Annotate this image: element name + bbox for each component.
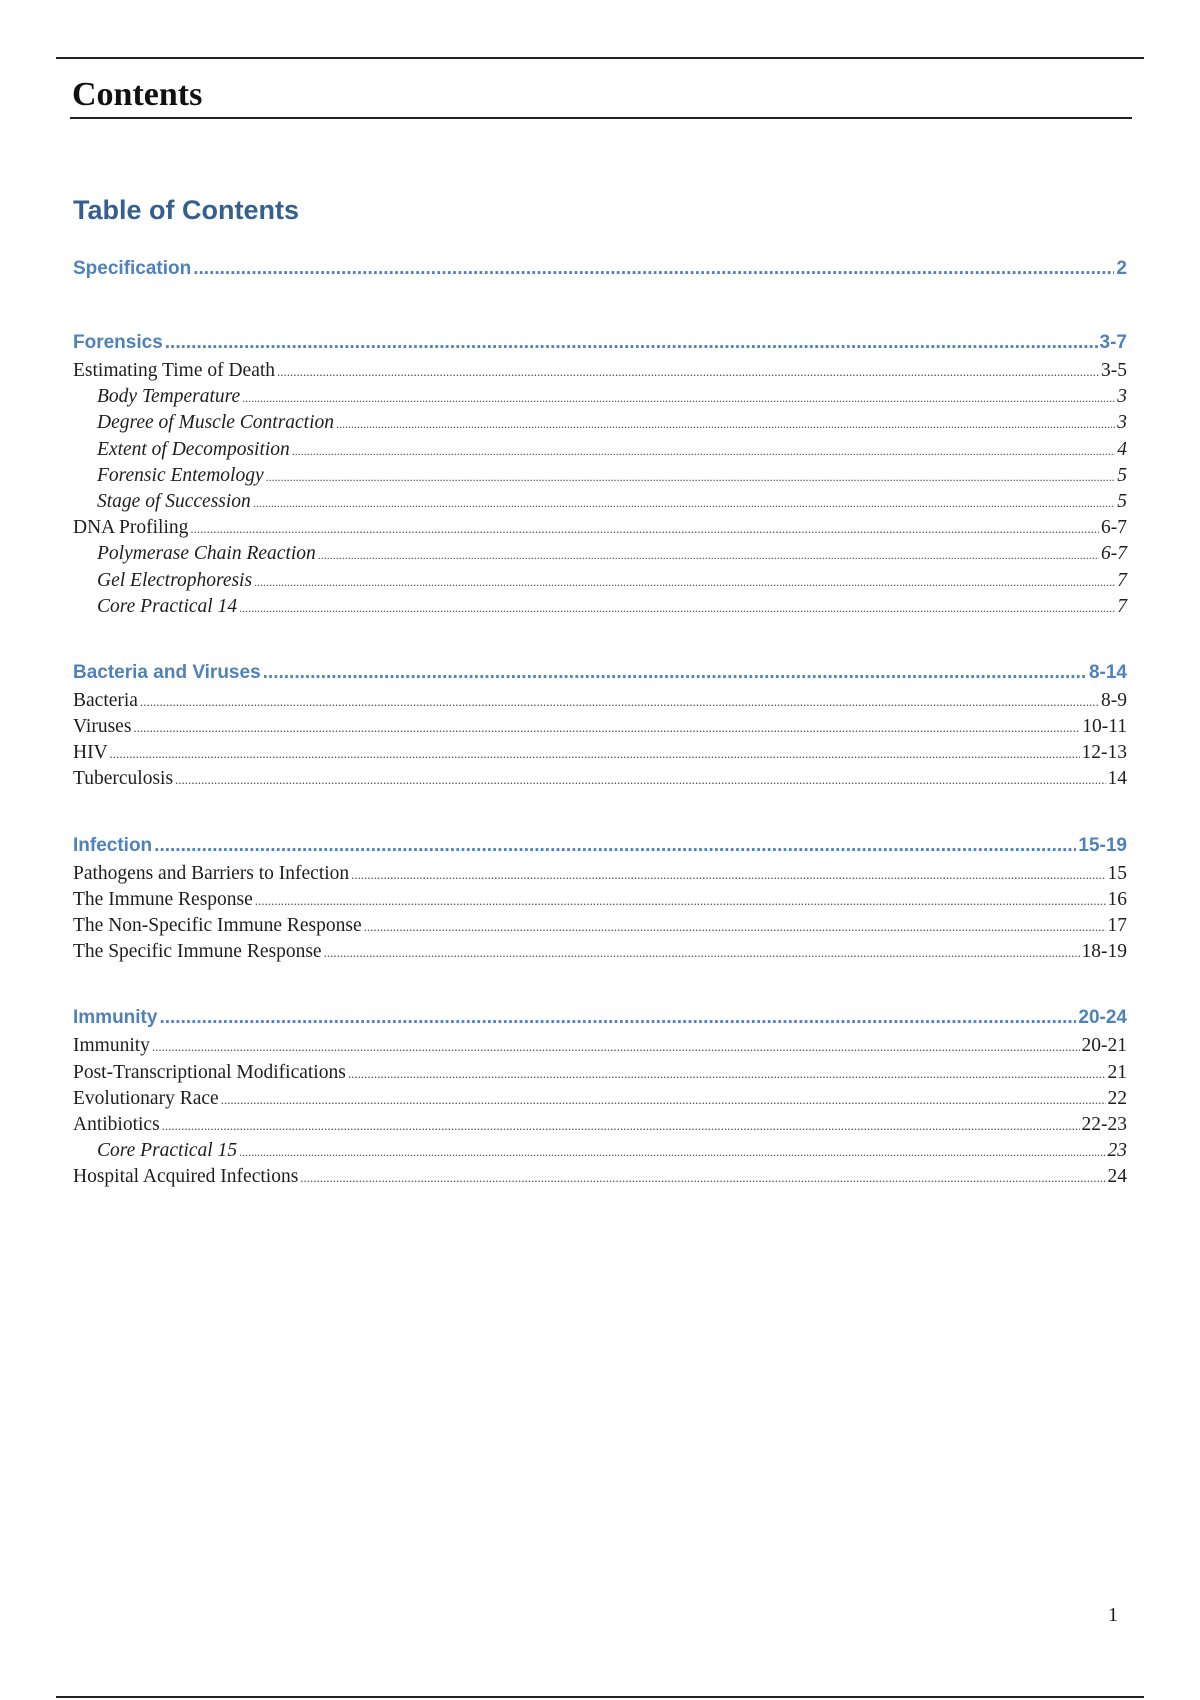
toc-entry-hiv[interactable] [73,742,1127,768]
toc-entry-title: Extent of Decomposition [97,438,290,460]
toc-entry-title: DNA Profiling [73,517,189,539]
toc-entry-extent-of-decomposition[interactable] [73,439,1127,465]
dot-leader [242,391,1115,406]
toc-entry-pages: 17 [1107,915,1127,936]
toc-section-infection[interactable] [73,835,1127,863]
toc-entry-pages: 3 [1117,386,1127,408]
toc-entry-pages: 24 [1107,1166,1127,1188]
toc-entry-immunity[interactable] [73,1035,1127,1061]
toc-entry-title: Infection [73,834,153,856]
dot-leader [253,496,1115,511]
section-spacer [73,795,1127,835]
toc-entry-gel-electrophoresis[interactable] [73,570,1127,596]
dot-leader [159,1007,1076,1029]
page-header-title: Contents [72,76,203,113]
toc-entry-pages: 3-7 [1099,332,1127,353]
toc-entry-title: Body Temperature [97,386,241,408]
dot-leader [152,1039,1080,1055]
toc-entry-title: Hospital Acquired Infections [73,1166,299,1188]
dot-leader [318,548,1099,563]
toc-entry-title: Gel Electrophoresis [97,569,253,591]
toc-entry-pages: 6-7 [1101,543,1127,565]
toc-entry-pages: 18-19 [1081,941,1127,963]
toc-entry-pages: 21 [1107,1061,1127,1083]
toc-entry-pages: 3-5 [1101,360,1127,381]
toc-entry-title: HIV [73,742,108,764]
header-rule [70,117,1132,119]
dot-leader [364,919,1106,935]
toc-entry-title: Forensic Entemology [97,464,264,486]
toc-entry-pages: 6-7 [1101,517,1127,539]
toc-entry-pages: 8-14 [1088,661,1127,683]
toc-entry-pages: 15-19 [1078,834,1127,856]
toc-entry-pages: 4 [1117,438,1127,460]
toc-entry-pages: 14 [1107,768,1127,790]
dot-leader [175,772,1105,788]
toc-entry-title: Polymerase Chain Reaction [97,543,316,565]
toc-entry-pages: 22 [1107,1087,1127,1109]
toc-title: Table of Contents [73,195,299,225]
toc-entry-polymerase-chain-reaction[interactable] [73,543,1127,569]
toc-entry-title: Immunity [73,1035,150,1057]
toc-entry-hospital-acquired-infections[interactable] [73,1166,1127,1192]
dot-leader [133,720,1080,736]
section-spacer [73,622,1127,662]
toc-entry-title: Immunity [73,1007,158,1029]
toc-entry-pathogens-and-barriers-to-infection[interactable] [73,863,1127,889]
toc-entry-pages: 23 [1107,1140,1127,1162]
toc-entry-pages: 22-23 [1081,1113,1127,1135]
toc-entry-degree-of-muscle-contraction[interactable] [73,412,1127,438]
dot-leader [266,470,1116,485]
toc-entry-pages: 20-21 [1081,1035,1127,1057]
toc-entry-the-non-specific-immune-response[interactable] [73,915,1127,941]
dot-leader [221,1092,1106,1108]
toc-entry-title: Bacteria and Viruses [73,661,261,683]
dot-leader [324,945,1080,961]
toc-entry-bacteria[interactable] [73,690,1127,716]
toc-entry-title: Estimating Time of Death [73,360,276,381]
dot-leader [154,835,1076,857]
dot-leader [140,694,1099,710]
dot-leader [193,258,1114,280]
toc-section-forensics[interactable] [73,332,1127,360]
toc-entry-pages: 8-9 [1101,689,1127,711]
dot-leader [239,1145,1105,1160]
dot-leader [190,521,1099,537]
toc-entry-dna-profiling[interactable] [73,517,1127,543]
dot-leader [300,1170,1105,1186]
toc-entry-pages: 7 [1117,595,1127,617]
toc-entry-viruses[interactable] [73,716,1127,742]
dot-leader [348,1066,1106,1082]
toc-entry-core-practical-15[interactable] [73,1140,1127,1166]
dot-leader [336,417,1115,432]
toc-section-specification[interactable] [73,258,1127,286]
dot-leader [162,1118,1080,1134]
toc-entry-pages: 3 [1117,412,1127,434]
dot-leader [263,662,1087,684]
toc-entry-core-practical-14[interactable] [73,596,1127,622]
dot-leader [239,601,1115,616]
toc-section-bacteria-and-viruses[interactable] [73,662,1127,690]
dot-leader [255,893,1106,909]
top-rule [56,57,1144,59]
bottom-rule [56,1696,1144,1698]
toc-entry-title: Bacteria [73,689,138,711]
toc-entry-body-temperature[interactable] [73,386,1127,412]
toc-entry-title: Specification [73,258,192,279]
toc-entry-title: Evolutionary Race [73,1087,219,1109]
dot-leader [292,444,1115,459]
toc-entry-pages: 7 [1117,569,1127,591]
toc-entry-title: Stage of Succession [97,490,251,512]
toc-section-immunity[interactable] [73,1007,1127,1035]
toc-entry-pages: 10-11 [1082,716,1127,738]
toc-entry-title: Tuberculosis [73,768,174,790]
page-number: 1 [1108,1604,1118,1626]
toc-entry-pages: 15 [1107,862,1127,884]
toc-entry-title: The Immune Response [73,888,253,910]
toc-entry-title: The Specific Immune Response [73,941,322,963]
section-spacer [73,967,1127,1007]
toc-entry-estimating-time-of-death[interactable] [73,360,1127,386]
dot-leader [254,575,1115,590]
toc-entry-title: Pathogens and Barriers to Infection [73,862,350,884]
dot-leader [110,746,1080,762]
toc-entry-title: Degree of Muscle Contraction [97,412,335,434]
toc-entry-title: Post-Transcriptional Modifications [73,1061,346,1083]
toc-entry-title: The Non-Specific Immune Response [73,915,362,936]
toc-entry-title: Core Practical 15 [97,1140,238,1162]
toc-entry-pages: 5 [1117,464,1127,486]
toc-entry-antibiotics[interactable] [73,1114,1127,1140]
dot-leader [165,332,1098,354]
section-spacer [73,286,1127,332]
toc-entry-pages: 16 [1107,888,1127,910]
toc-entry-forensic-entemology[interactable] [73,465,1127,491]
toc-entry-evolutionary-race[interactable] [73,1088,1127,1114]
toc-entry-the-specific-immune-response[interactable] [73,941,1127,967]
toc-entry-title: Antibiotics [73,1113,160,1135]
toc-entry-stage-of-succession[interactable] [73,491,1127,517]
dot-leader [277,364,1099,380]
toc-entry-pages: 12-13 [1081,742,1127,764]
toc-entry-title: Forensics [73,332,163,353]
toc-entry-title: Viruses [73,716,132,738]
toc-entry-title: Core Practical 14 [97,595,238,617]
toc-entry-pages: 5 [1117,490,1127,512]
toc-entry-post-transcriptional-modifications[interactable] [73,1062,1127,1088]
toc-entry-the-immune-response[interactable] [73,889,1127,915]
toc-entry-tuberculosis[interactable] [73,768,1127,794]
dot-leader [351,867,1105,883]
toc-entry-pages: 20-24 [1078,1007,1127,1029]
table-of-contents [73,258,1127,1193]
toc-entry-pages: 2 [1116,258,1127,279]
